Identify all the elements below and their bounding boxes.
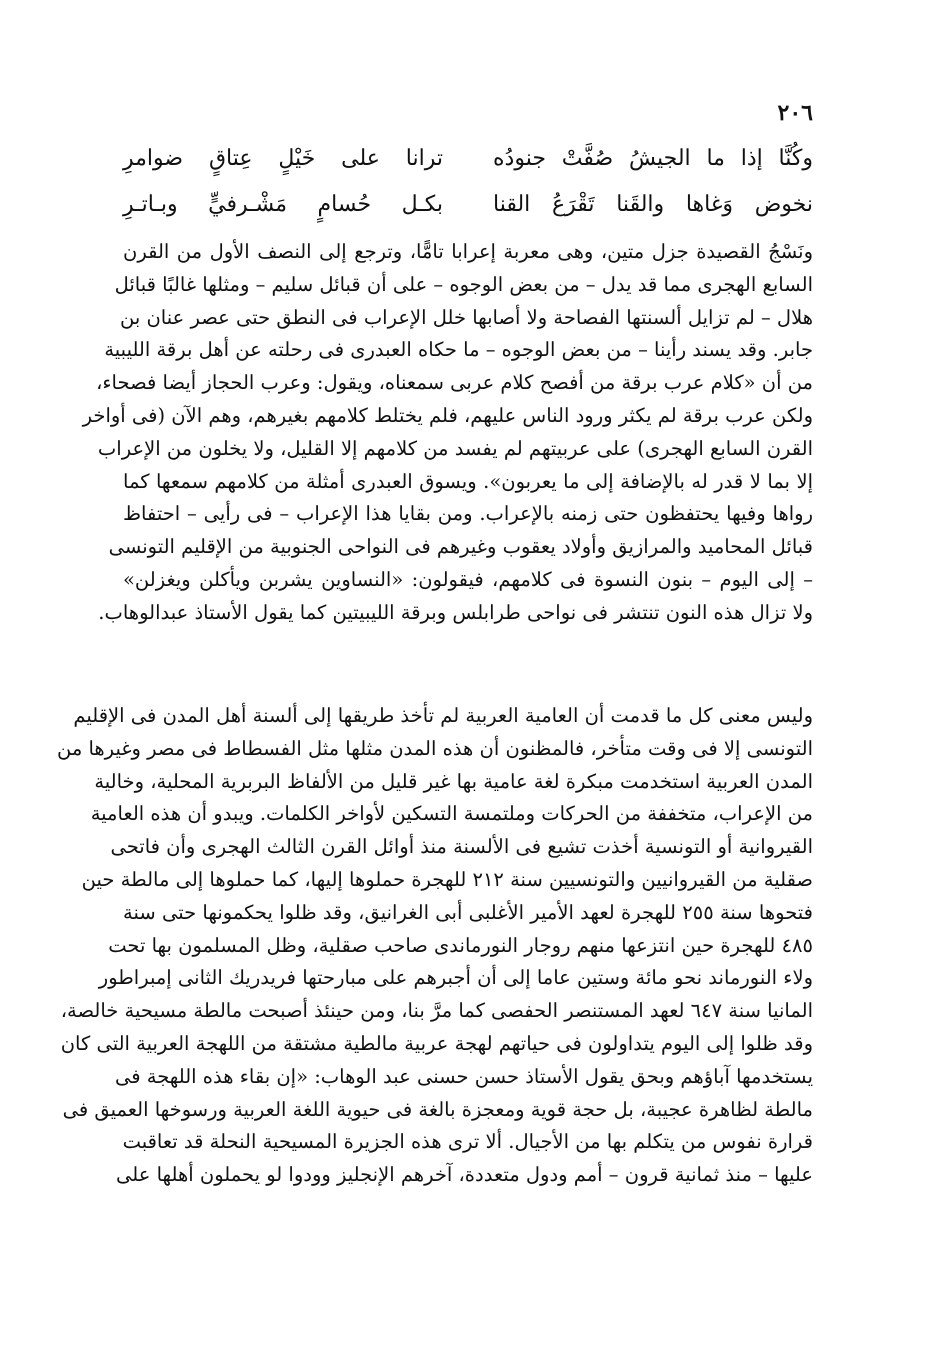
paragraph-line: وليس معنى كل ما قدمت أن العامية العربية لم تأخذ طريقها إلى ألسنة أهل المدن فى الإقليم: [73, 704, 813, 727]
paragraph-line: عليها – منذ ثمانية قرون – أمم ودول متعددة، آخرهم الإنجليز وودوا لو يحملون أهلها على: [116, 1163, 813, 1187]
paragraph-line: جابر. وقد يسند رأينا – من بعض الوجوه – ما حكاه العبدرى فى رحلته عن أهل برقة الليبية: [104, 338, 813, 362]
paragraph-line: إلا بما لا قدر له بالإضافة إلى ما يعربون». ويسوق العبدرى أمثلة من كلامهم سمعها كما: [123, 469, 813, 493]
paragraph-line: القرن السابع الهجرى) على عربيتهم لم يفسد من كلامهم إلا القليل، ولا يخلون من الإعراب: [97, 436, 813, 460]
paragraph-line: المانيا سنة ٦٤٧ لعهد المستنصر الحفصى كما مرَّ بنا، ومن حينئذ أصبحت مالطة مسيحية خالصة،: [60, 999, 813, 1023]
verse-2-second-hemistich: بكـل حُسامٍ مَشْـرفيٍّ وبـاتـرِ: [123, 192, 443, 217]
paragraph-line: ٤٨٥ للهجرة حين انتزعها منهم روجار النورماندى صاحب صقلية، وظل المسلمون بها تحت: [108, 933, 813, 957]
paragraph-line: التونسى إلا فى وقت متأخر، فالمظنون أن هذه المدن مثلها مثل الفسطاط فى مصر وغيرها من: [56, 736, 813, 760]
paragraph-line: من أن «كلام عرب برقة من أفصح كلام عربى سمعناه، ويقول: وعرب الحجاز أيضا فصحاء،: [96, 371, 813, 395]
paragraph-1: [82, 236, 813, 630]
paragraph-line: المدن العربية استخدمت مبكرة لغة عامية بها غير قليل من الألفاظ البربرية المحلية، وخالية: [94, 769, 813, 793]
verse-1: [123, 136, 813, 182]
paragraph-line: ولا تزال هذه النون تنتشر فى نواحى طرابلس وبرقة الليبيتين كما يقول الأستاذ عبدالوهاب.: [98, 600, 813, 624]
paragraph-line: ونَسْجُ القصيدة جزل متين، وهى معربة إعرابا تامًّا، وترجع إلى النصف الأول من القرن: [123, 240, 813, 263]
paragraph-line: ولاء النورماند نحو مائة وستين عاما إلى أن أجبرهم على مبارحتها فريدريك الثانى إمبراطور: [98, 966, 813, 990]
page-number: ٢٠٦: [777, 100, 813, 126]
verse-1-first-hemistich: وكُنَّا إذا ما الجيشُ صُفَّتْ جنودُه: [493, 146, 813, 171]
paragraph-line: صقلية من القيروانيين والتونسيين سنة ٢١٢ للهجرة حملوها إليها، كما حملوها إلى مالطة حين: [81, 867, 813, 891]
paragraph-line: القيروانية أو التونسية أخذت تشيع فى الألسنة منذ أوائل القرن الثالث الهجرى وأن فاتحى: [110, 835, 813, 859]
paragraph-line: هلال – لم تزايل ألسنتها الفصاحة ولا أصابها خلل الإعراب فى النطق حتى عصر عنان بن: [120, 305, 813, 329]
verse-2: [123, 182, 813, 228]
paragraph-line: فتحوها سنة ٢٥٥ للهجرة لعهد الأمير الأغلبى أبى الغرانيق، وقد ظلوا يحكمونها حتى سنة: [123, 900, 813, 924]
paragraph-line: رواها وفيها يحتفظون حتى زمنه بالإعراب. ومن بقايا هذا الإعراب – فى رأيى – احتفاظ: [123, 502, 813, 526]
paragraph-line: قرارة نفوس من يتكلم بها من الأجيال. ألا ترى هذه الجزيرة المسيحية النحلة قد تعاقبت: [122, 1130, 813, 1154]
verse-1-second-hemistich: ترانا على خَيْلٍ عِتاقٍ ضوامرِ: [123, 146, 443, 171]
paragraph-line: مالطة لظاهرة عجيبة، بل حجة قوية ومعجزة بالغة فى حيوية اللغة العربية ورسوخها العميق فى: [62, 1097, 813, 1121]
paragraph-line: يستخدمها آباؤهم وبحق يقول الأستاذ حسن حسنى عبد الوهاب: «إن بقاء هذه اللهجة فى: [114, 1064, 813, 1088]
paragraph-line: قبائل المحاميد والمرازيق وأولاد يعقوب وغيرهم فى النواحى الجنوبية من الإقليم التونسى: [108, 535, 813, 559]
paragraph-line: من الإعراب، متخففة من الحركات وملتمسة التسكين لأواخر الكلمات. ويبدو أن هذه العامية: [90, 802, 813, 826]
paragraph-line: وقد ظلوا إلى اليوم يتداولون فى حياتهم لهجة عربية مالطية مشتقة من اللهجة العربية التى كان: [60, 1031, 813, 1055]
paragraph-line: – إلى اليوم – بنون النسوة فى كلامهم، فيقولون: «النساوين يشربن ويأكلن ويغزلن»: [123, 567, 813, 591]
poem-verses: [123, 136, 813, 228]
paragraph-2: [56, 700, 813, 1192]
verse-2-first-hemistich: نخوض وَغاها والقَنا تَقْرَعُ القنا: [493, 192, 813, 217]
paragraph-line: ولكن عرب برقة لم يكثر ورود الناس عليهم، فلم يختلط كلامهم بغيرهم، وهم الآن (فى أواخر: [82, 403, 813, 427]
paragraph-line: السابع الهجرى مما قد يدل – من بعض الوجوه – على أن قبائل سليم – ومثلها غالبًا قبائل: [114, 272, 813, 296]
